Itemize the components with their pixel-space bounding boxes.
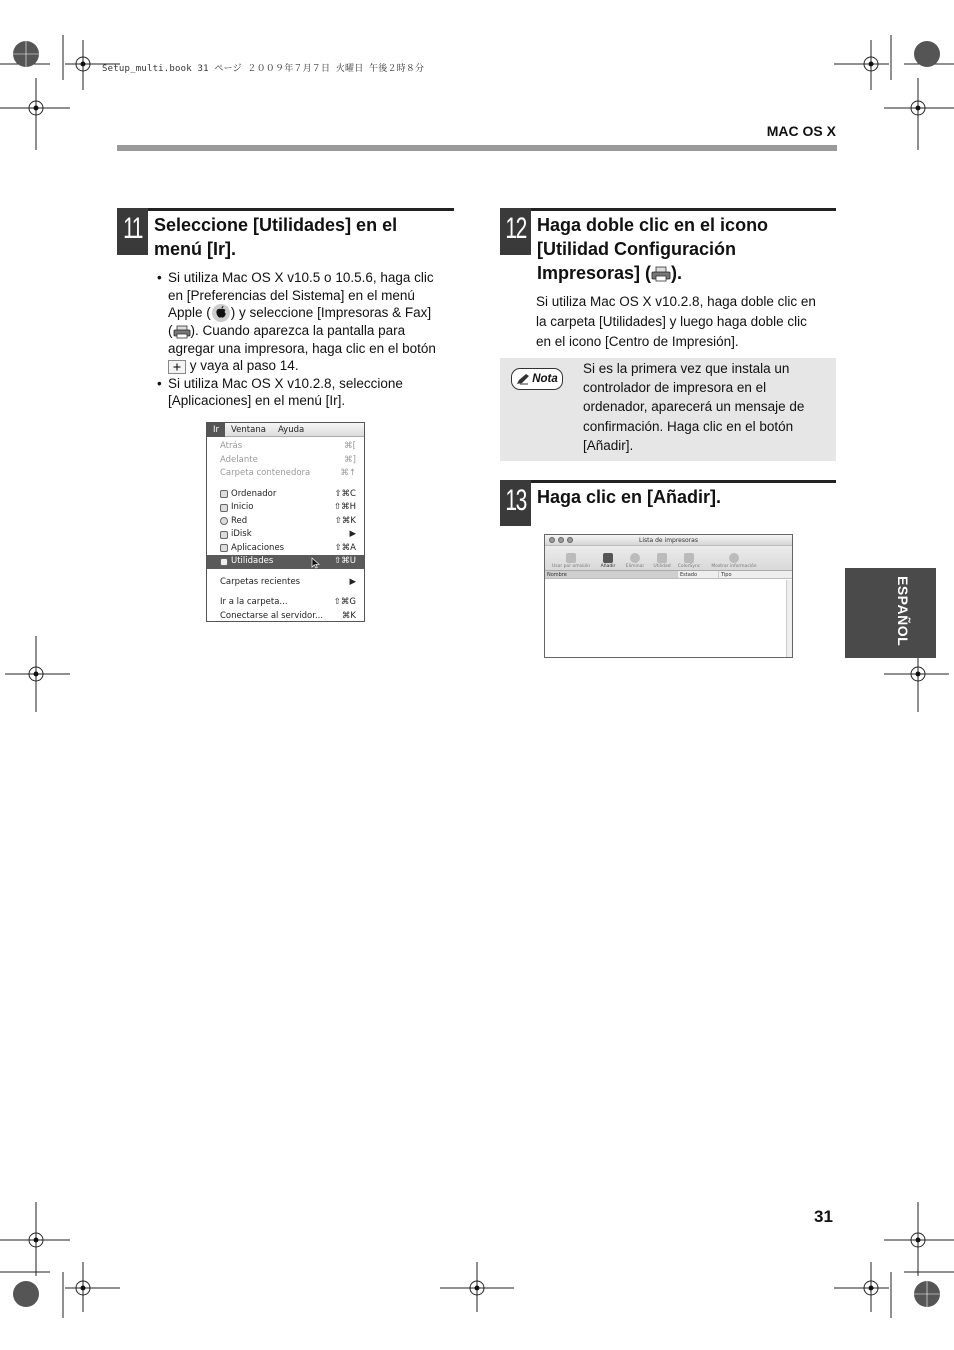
menu-item-home[interactable]: Inicio ⇧⌘H: [207, 501, 364, 515]
toolbar-show-info-button[interactable]: Mostrar información: [704, 553, 764, 570]
menu-item-connect-to-server[interactable]: Conectarse al servidor... ⌘K: [220, 610, 356, 621]
column-type[interactable]: Tipo: [721, 572, 732, 578]
mouse-cursor-icon: [311, 557, 320, 569]
step-11-bullets: [157, 269, 457, 410]
header-rule: [117, 145, 837, 151]
step-13-number: 13: [500, 480, 531, 526]
utilities-icon: [220, 558, 228, 566]
print-header: Setup_multi.book 31 ページ ２００９年７月７日 火曜日 午後２時８分: [102, 64, 425, 74]
step-12: [500, 208, 836, 288]
column-name[interactable]: Nombre: [545, 571, 678, 578]
menu-item-computer[interactable]: Ordenador ⇧⌘C: [207, 488, 364, 502]
language-side-tab: [845, 568, 936, 658]
language-side-tab-label: ESPAÑOL: [895, 576, 911, 647]
window-titlebar: Lista de impresoras: [545, 535, 792, 546]
menu-item-enclosing-folder[interactable]: Carpeta contenedora ⌘↑: [220, 468, 356, 478]
apple-icon: [211, 304, 231, 322]
menu-item-go-to-folder[interactable]: Ir a la carpeta... ⇧⌘G: [220, 597, 356, 607]
idisk-icon: [220, 531, 228, 539]
toolbar-delete-button[interactable]: Eliminar: [623, 553, 647, 570]
step-12-number: 12: [500, 208, 531, 255]
go-menu-screenshot: [206, 422, 365, 622]
note-badge: Nota: [511, 368, 563, 390]
toolbar-utility-button[interactable]: Utilidad: [650, 553, 674, 570]
running-title: MAC OS X: [766, 123, 836, 139]
menu-item-back[interactable]: Atrás ⌘[: [220, 441, 356, 451]
step-11-number: 11: [117, 208, 148, 255]
menu-item-utilities[interactable]: Utilidades ⇧⌘U: [207, 555, 364, 569]
printer-list-window: [544, 534, 793, 658]
menu-bar-help[interactable]: Ayuda: [277, 424, 305, 435]
step-12-body: Si utiliza Mac OS X v10.2.8, haga doble clic en la carpeta [Utilidades] y luego haga doble clic en el icono [Centro de Impresión].: [536, 294, 816, 349]
step-13-rule: [500, 480, 836, 483]
computer-icon: [220, 490, 228, 498]
note-box: [500, 358, 836, 461]
page-number: 31: [814, 1207, 833, 1226]
step-12-title: Haga doble clic en el icono [Utilidad Configuración Impresoras] ( ).: [537, 215, 769, 283]
toolbar-make-default-button[interactable]: Usar por omisión: [549, 553, 593, 570]
step-11-bullet-1: • Si utiliza Mac OS X v10.5 o 10.5.6, haga clic en [Preferencias del Sistema] en el menú Apple ( ) y seleccione [Impresoras & Fax] ( ). Cuando aparezca la pantalla para agregar una impresora, haga clic en el botón y vaya al paso 14.: [157, 269, 457, 375]
menu-item-recent-folders[interactable]: Carpetas recientes ▶: [220, 576, 356, 587]
column-status[interactable]: Estado: [678, 571, 719, 578]
printer-setup-utility-icon: [651, 266, 671, 282]
applications-icon: [220, 544, 228, 552]
toolbar-add-button[interactable]: Añadir: [596, 553, 620, 570]
menu-item-idisk[interactable]: iDisk ▶: [207, 528, 364, 542]
menu-bar: [207, 423, 364, 437]
toolbar-colorsync-button[interactable]: ColorSync: [677, 553, 701, 570]
note-text: Si es la primera vez que instala un controlador de impresora en el ordenador, aparecerá un mensaje de confirmación. Haga clic en el botón [Añadir].: [583, 361, 805, 453]
menu-bar-go[interactable]: Ir: [207, 423, 225, 437]
menu-item-network[interactable]: Red ⇧⌘K: [207, 515, 364, 529]
window-scrollbar[interactable]: [786, 580, 792, 658]
printer-icon: [173, 325, 191, 339]
pencil-icon: [516, 373, 530, 385]
menu-item-forward[interactable]: Adelante ⌘]: [220, 454, 356, 465]
step-11-bullet-2: • Si utiliza Mac OS X v10.2.8, seleccione [Aplicaciones] en el menú [Ir].: [157, 375, 457, 410]
step-12-rule: [500, 208, 836, 211]
printer-list-empty-area[interactable]: [545, 580, 786, 658]
step-11-rule: [117, 208, 454, 211]
add-printer-button-icon: [168, 360, 186, 374]
step-11-title: Seleccione [Utilidades] en el menú [Ir].: [154, 215, 398, 259]
network-icon: [220, 517, 228, 525]
step-13: [500, 480, 836, 530]
menu-item-applications[interactable]: Aplicaciones ⇧⌘A: [207, 542, 364, 556]
step-13-title: Haga clic en [Añadir].: [537, 487, 722, 507]
window-toolbar: [545, 546, 792, 571]
printer-list-columns: [545, 571, 792, 579]
menu-bar-window[interactable]: Ventana: [231, 424, 266, 435]
step-11: [117, 208, 454, 258]
home-icon: [220, 504, 228, 512]
window-controls[interactable]: [549, 537, 573, 543]
